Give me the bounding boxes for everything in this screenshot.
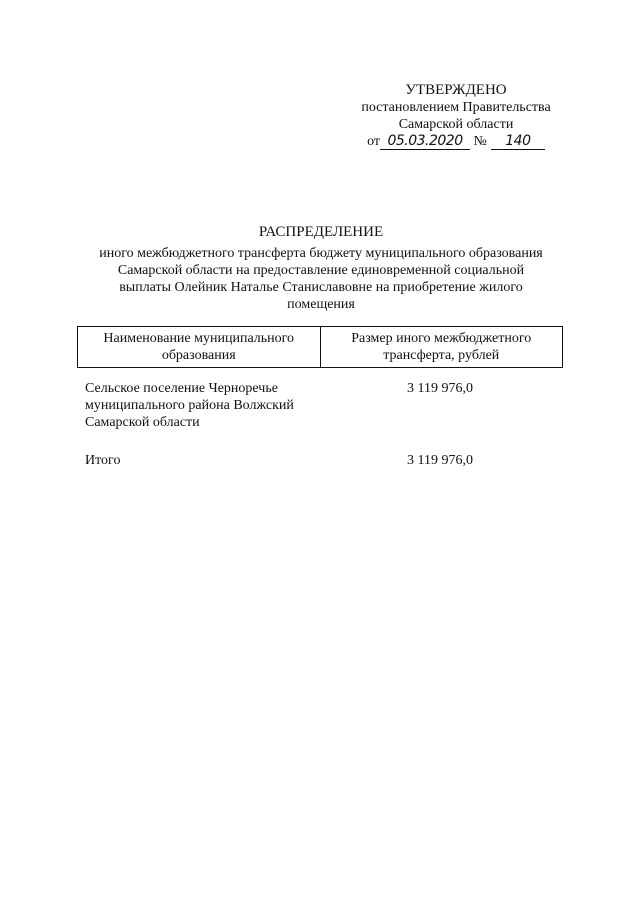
approval-line-2: Самарской области xyxy=(398,117,514,132)
total-row xyxy=(85,452,585,472)
order-date: 05.03.2020 xyxy=(380,133,470,150)
document-title-block xyxy=(76,224,566,313)
header-line: образования xyxy=(161,348,236,363)
header-line: трансферта, рублей xyxy=(383,348,500,363)
column-header-municipality xyxy=(78,327,321,368)
transfer-amount: 3 119 976,0 xyxy=(407,381,473,396)
subtitle-line: помещения xyxy=(287,297,355,312)
document-subtitle xyxy=(76,245,566,313)
name-line: муниципального района Волжский xyxy=(85,398,294,413)
name-line: Сельское поселение Черноречье xyxy=(85,381,278,396)
approval-line-1: постановлением Правительства xyxy=(361,100,551,115)
approval-heading: УТВЕРЖДЕНО xyxy=(405,82,507,98)
order-prefix: от xyxy=(367,134,381,149)
order-number: 140 xyxy=(491,133,545,150)
order-number-label: № xyxy=(473,134,487,149)
subtitle-line: иного межбюджетного трансферта бюджету муниципального образования xyxy=(99,246,543,261)
document-title: РАСПРЕДЕЛЕНИЕ xyxy=(258,224,384,240)
subtitle-line: выплаты Олейник Наталье Станиславовне на приобретение жилого xyxy=(119,280,523,295)
distribution-table-header xyxy=(77,326,563,368)
approval-stamp xyxy=(340,82,572,150)
total-label: Итого xyxy=(85,453,121,468)
approval-order-line xyxy=(340,133,572,150)
subtitle-line: Самарской области на предоставление единовременной социальной xyxy=(117,263,525,278)
header-line: Размер иного межбюджетного xyxy=(351,331,532,346)
table-row xyxy=(85,380,585,436)
municipality-name xyxy=(85,380,355,431)
header-line: Наименование муниципального xyxy=(103,331,295,346)
column-header-amount xyxy=(320,327,563,368)
table-header-row xyxy=(78,327,563,368)
name-line: Самарской области xyxy=(85,415,200,430)
total-amount: 3 119 976,0 xyxy=(407,453,473,468)
